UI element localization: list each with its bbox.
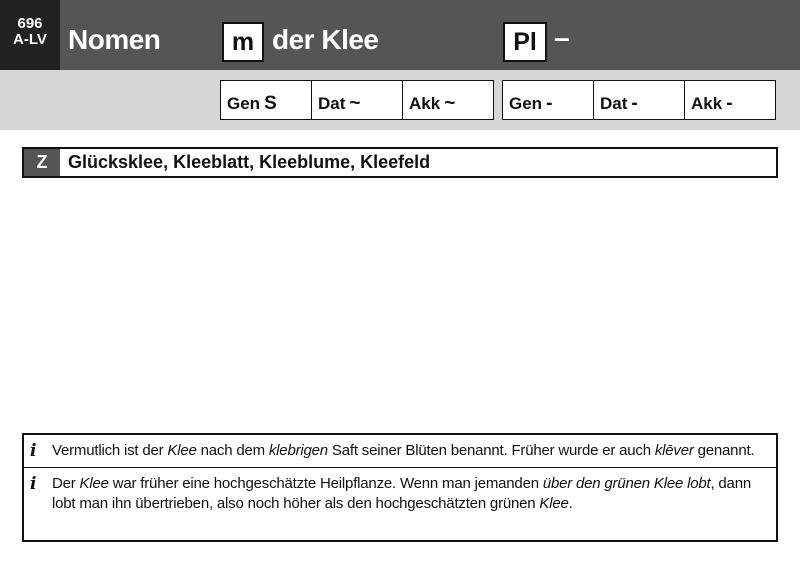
plural-value: – [554,22,570,53]
note-span: war früher eine hochgeschätzte Heilpflanze. Wenn man jemanden [108,475,543,492]
note-span: Vermutlich ist der [52,442,168,459]
entry-code: A-LV [13,31,47,48]
case-cell-genitive-singular [220,80,312,120]
note-emphasis: Klee [167,442,197,459]
notes-box [22,433,778,542]
compounds-list: Glücksklee, Kleeblatt, Kleeblume, Kleefeld [68,152,431,172]
note-emphasis: klebrigen [268,442,328,459]
case-label: Akk [409,94,441,113]
case-value: - [546,93,553,114]
note-item [24,467,776,514]
case-value: ~ [349,93,361,114]
case-cell-accusative-plural [684,80,776,120]
info-icon: i [30,474,37,494]
case-label: Dat [600,94,628,113]
case-label: Akk [691,94,723,113]
word-class: Nomen [68,24,161,55]
note-span: Der [52,475,80,492]
case-label: Dat [318,94,346,113]
case-value: S [264,93,277,114]
case-cell-dative-plural [593,80,685,120]
note-span: . [568,495,573,512]
case-label: Gen [227,94,261,113]
note-span: Saft seiner Blüten benannt. Früher wurde er auch [327,442,655,459]
plural-badge: Pl [503,22,547,62]
note-emphasis: über den grünen Klee lobt [542,475,711,492]
note-text [52,441,768,461]
case-value: - [726,93,733,114]
case-cell-genitive-plural [502,80,594,120]
gender-badge: m [222,22,264,62]
compounds-label: Z [24,149,60,176]
note-emphasis: klēver [654,442,694,459]
note-emphasis: Klee [79,475,109,492]
singular-case-table [220,80,493,120]
case-cell-accusative-singular [402,80,494,120]
info-icon: i [30,441,37,461]
case-cell-dative-singular [311,80,403,120]
case-value: - [631,93,638,114]
case-value: ~ [444,93,456,114]
note-text [52,474,768,514]
entry-number: 696 [17,15,43,32]
note-span: nach dem [196,442,269,459]
lemma: der Klee [272,24,379,55]
note-span: , dann lobt man ihn übertrieben, also noch höher als den hochgeschätzten grünen [52,475,751,512]
compounds-row [22,147,778,178]
note-span: genannt. [693,442,755,459]
note-emphasis: Klee [539,495,569,512]
case-label: Gen [509,94,543,113]
note-item [24,435,776,461]
entry-id-box [0,0,60,70]
plural-case-table [502,80,775,120]
